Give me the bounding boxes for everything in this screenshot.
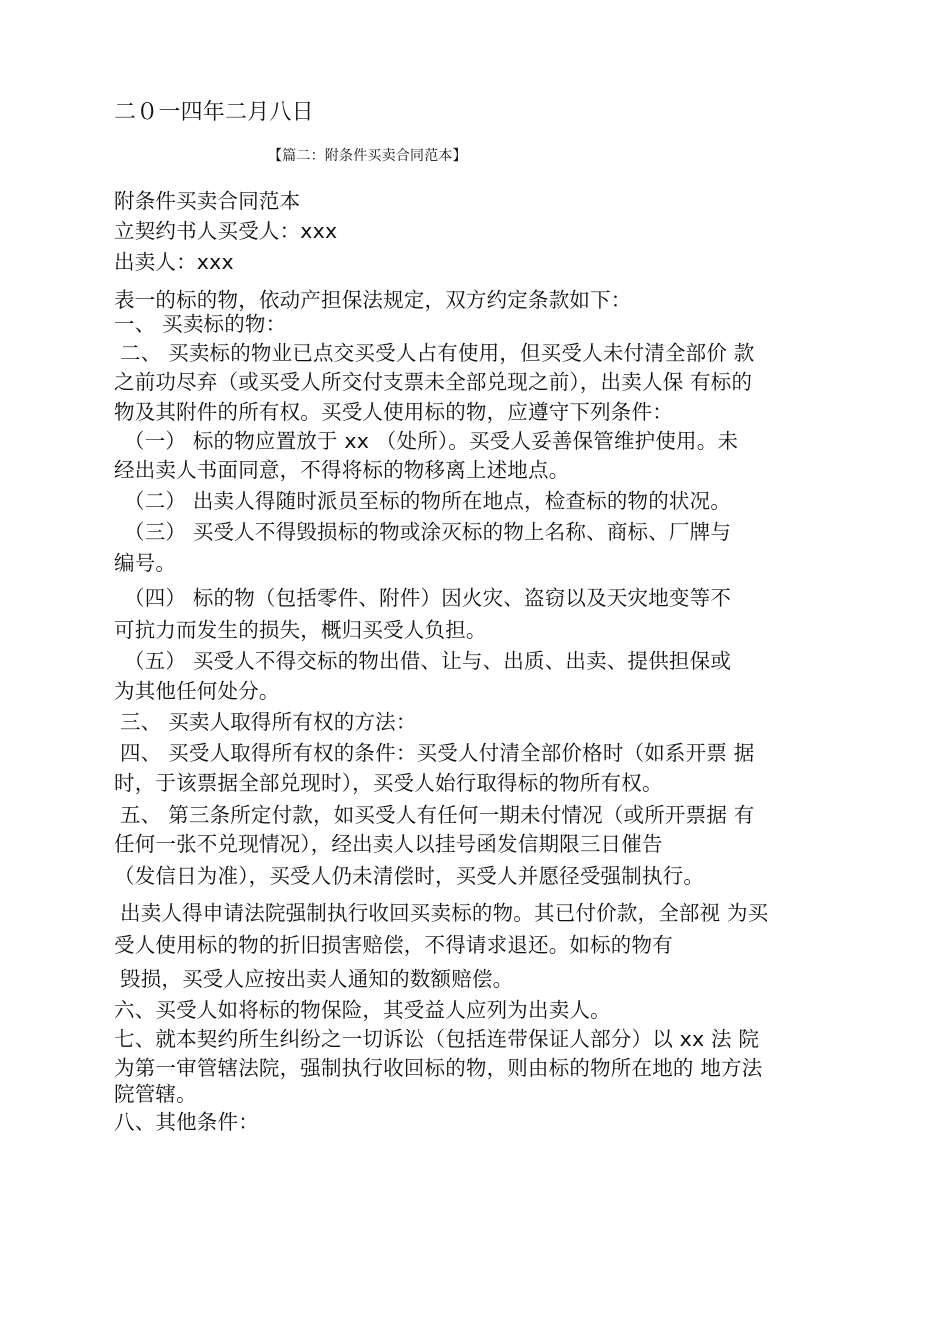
- text-line: 经出卖人书面同意，不得将标的物移离上述地点。: [114, 458, 570, 482]
- text-line: 之前功尽弃（或买受人所交付支票未全部兑现之前），出卖人保 有标的: [114, 370, 753, 394]
- text-line: 八、其他条件：: [114, 1110, 259, 1134]
- text-line: 毁损，买受人应按出卖人通知的数额赔偿。: [120, 967, 514, 991]
- text-line: 时，于该票据全部兑现时），买受人始行取得标的物所有权。: [114, 771, 663, 795]
- text-line: 出卖人得申请法院强制执行收回买卖标的物。其已付价款，全部视 为买: [120, 901, 769, 925]
- text-line: 出卖人：xxx: [114, 250, 234, 274]
- text-line: （发信日为准），买受人仍未清偿时，买受人并愿径受强制执行。: [114, 864, 705, 888]
- contract-title: 附条件买卖合同范本: [114, 189, 301, 213]
- text-line: 六、买受人如将标的物保险，其受益人应列为出卖人。: [114, 998, 611, 1022]
- text-line: 任何一张不兑现情况），经出卖人以挂号函发信期限三日催告: [114, 832, 663, 856]
- text-line: 为第一审管辖法院，强制执行收回标的物，则由标的物所在地的 地方法: [114, 1056, 763, 1080]
- text-line: 二、 买卖标的物业已点交买受人占有使用，但买受人未付清全部价 款: [120, 341, 755, 365]
- text-line: 一、 买卖标的物：: [114, 312, 287, 336]
- section-heading: 【篇二：附条件买卖合同范本】: [268, 148, 467, 164]
- text-line: 立契约书人买受人：xxx: [114, 219, 338, 243]
- document-date: 二０一四年二月八日: [114, 100, 314, 125]
- text-line: （三） 买受人不得毁损标的物或涂灭标的物上名称、商标、厂牌与: [124, 520, 732, 544]
- text-line: （二） 出卖人得随时派员至标的物所在地点，检查标的物的状况。: [124, 489, 732, 513]
- text-line: 表一的标的物，依动产担保法规定，双方约定条款如下：: [114, 288, 632, 312]
- text-line: 七、就本契约所生纠纷之一切诉讼（包括连带保证人部分）以 xx 法 院: [114, 1027, 760, 1051]
- text-line: 四、 买受人取得所有权的条件：买受人付清全部价格时（如系开票 据: [120, 741, 755, 765]
- text-line: 可抗力而发生的损失，概归买受人负担。: [114, 618, 487, 642]
- text-line: 编号。: [114, 551, 177, 575]
- text-line: 五、 第三条所定付款，如买受人有任何一期未付情况（或所开票据 有: [120, 803, 755, 827]
- text-line: 为其他任何处分。: [114, 679, 280, 703]
- text-line: 物及其附件的所有权。买受人使用标的物，应遵守下列条件：: [114, 400, 673, 424]
- text-line: （四） 标的物（包括零件、附件）因火灾、盗窃以及天灾地变等不: [124, 586, 732, 610]
- text-line: （一） 标的物应置放于 xx （处所）。买受人妥善保管维护使用。未: [124, 429, 739, 453]
- text-line: 三、 买卖人取得所有权的方法：: [120, 710, 417, 734]
- text-line: 受人使用标的物的折旧损害赔偿，不得请求退还。如标的物有: [114, 933, 673, 957]
- text-line: 院管辖。: [114, 1082, 197, 1106]
- text-line: （五） 买受人不得交标的物出借、让与、出质、出卖、提供担保或: [124, 649, 732, 673]
